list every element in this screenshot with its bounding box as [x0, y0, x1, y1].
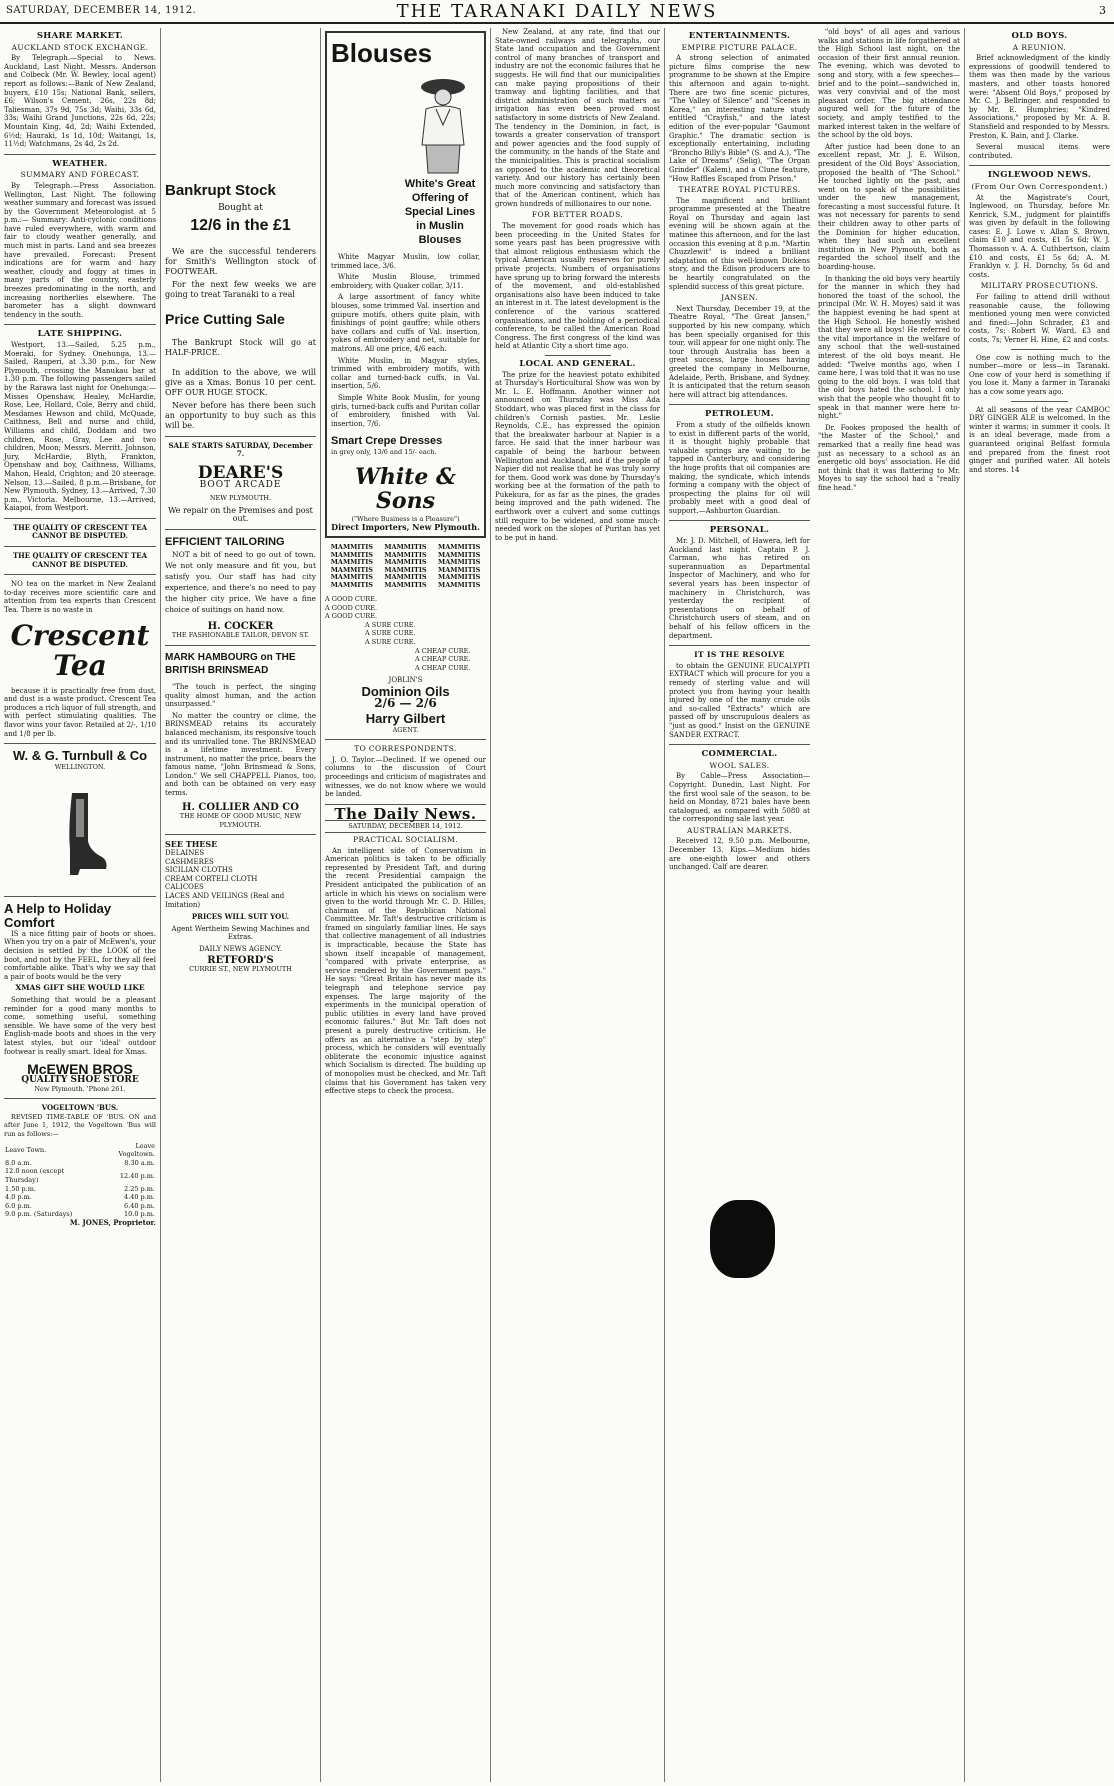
blouse-item: White Magyar Muslin, low collar, trimmed lace, 3/6. [331, 253, 480, 270]
column-5 [664, 28, 814, 1782]
column-1 [0, 28, 160, 1782]
inglewood-subheading: (From Our Own Correspondent.) [971, 181, 1108, 191]
help-text: IS a nice fitting pair of boots or shoes. When you try on a pair of McEwen's, your decision is settled by the LOOK of the boot, and not by the FEEL, for they all feel comfortable alike. That's why we say that a pair of boots would be the very [4, 929, 156, 981]
prices-suit: PRICES WILL SUIT YOU. [191, 912, 290, 922]
table-row: Leave Town. Leave Vogeltown. [5, 1141, 155, 1159]
mammitis-word: MAMMITIS [384, 565, 427, 574]
list-item: LACES AND VEILINGS (Real and Imitation) [165, 892, 285, 909]
mammitis-word: MAMMITIS [384, 543, 427, 552]
mammitis-word: MAMMITIS [330, 550, 373, 559]
personal-text: Mr. J. D. Mitchell, of Hawera, left for Auckland last night. Captain P. J. Carman, who has retired on superannuation as Departmental Inspector of Machinery, and who for several years has been inspector of machinery in Christchurch, was yesterday the recipient of presentations on behalf of Christchurch users of steam, and on behalf of his fellow officers in the department. [669, 537, 810, 640]
military-text: For failing to attend drill without reasonable cause, the following mentioned young men were convicted and fined:—John Schrader, £3 and costs, 7s; Robert W. Ward, £3 and costs, 7s; Verner H. Hine, £2 and costs. [969, 293, 1110, 344]
crescent-tagline-2: THE QUALITY OF CRESCENT TEA CANNOT BE DISPUTED. [12, 551, 148, 569]
empire-text: A strong selection of animated picture films comprise the new programme to be shown at the Empire this afternoon and again to-night. There are two fine scenic pictures, "The Valley of Silence" and "Scenes in Korea," an interesting nature study entitled "Crayfish," and the latest edition of the ever-popular "Gaumont Graphic." The dramatic section is exceptionally entertaining, including "Broncho Billy's Bible" (S. and A.), "The Lake of Dreams" (Selig), "The Organ Grinder" (Kalem), and a Clune feature, "How Raffles Escaped from Prison." [669, 54, 810, 183]
tailoring-text: NOT a bit of need to go out of town. We not only measure and fit you, but satisfy you. Our staff has had city experience, and there's no need to pay the higher city price. We have a fine choice of suitings on hand now. [165, 549, 316, 614]
cure-line: A SURE CURE. [365, 629, 416, 638]
column-2 [160, 28, 320, 1782]
collier-name: H. COLLIER AND CO [182, 801, 299, 813]
agent-text: Agent Wertheim Sewing Machines and Extras. [171, 924, 310, 942]
xmas-gift-text: Something that would be a pleasant reminder for a good many months to come, something useful, something sensible. We have some of the very best English-made boots and shoes in the very latest styles, but our 'ideal' outdoor footwear is really smart. Ideal for Xmas. [4, 995, 156, 1056]
cure-block [325, 595, 486, 672]
reunion-text: After justice had been done to an excellent repast, Mr. J. E. Wilson, president of the Old Boys' Association, proposed the health of "The School." He touched lightly on the past, and went on to speak of the possibilities under the new management, forecasting a most successful future. It was not necessary for parents to send their children away to other parts of the Dominion for higher education, when they had such an excellent institution in New Plymouth, both as regarded the school itself and the boarding-house. [818, 142, 960, 272]
shipping-text: Westport, 13.—Sailed, 5.25 p.m., Moeraki, for Sydney. Onehunga, 13.—Sailed, Rauperi, at 3.30 p.m., for New Plymouth, crossing the Manukau bar at 1.30 p.m. The following passengers sailed by the Rarawa last night for Onehunga:—Misses Openshaw, Healey, McHardie, Rose, Lee, Hollard, Cole, Berry and child, Mesdames Hewson and child, McQuade, Caithness, Bell and nurse and child, Williams and child, Doddam and two children, Rose, Gray, Lee and two children, Moon; Messrs. Merritt, Johnson, Jury, McHardie, Blyth, Frankton, Openshaw and boy, Caithness, Williams, Mahon, Heald, Crighton; and 20 steerage. Nelson, 13.—Sailed, 8 p.m.—Brisbane, for New Plymouth. Sydney, 13.—Arrived, 7.30 p.m., Victoria. Melbourne, 13.—Arrived, Kaiapoi, from Westport. [4, 341, 156, 513]
blouse-item: Simple White Book Muslin, for young girls, turned-back cuffs and Puritan collar of embroidery, finished with Val. insertion, 7/6. [331, 393, 480, 428]
list-item: DELAINES [165, 849, 205, 858]
bankrupt-bought: Bought at [218, 203, 263, 213]
masthead [0, 0, 1114, 24]
white-and-sons-subtitle: Direct Importers, New Plymouth. [331, 522, 480, 533]
brinsmead-heading: MARK HAMBOURG on THE BRITISH BRINSMEAD [165, 651, 296, 676]
cure-line: A CHEAP CURE. [415, 655, 471, 664]
cure-line: A SURE CURE. [365, 638, 416, 647]
brinsmead-quote: "The touch is perfect, the singing quality almost human, and the action unsurpassed." [165, 682, 316, 709]
entertainments-heading: ENTERTAINMENTS. [688, 31, 791, 41]
bankrupt-text: We are the successful tenderers for Smith's Wellington stock of FOOTWEAR. [165, 246, 316, 276]
socialism-heading: PRACTICAL SOCIALISM. [353, 834, 458, 844]
local-general-text: The prize for the heaviest potato exhibited at Thursday's Horticultural Show was won by Mr. L. E. Hoffmann. Another winner not announced on Thursday was Miss Ada Stoddart, who was placed first in the class for children's Cornish pasties. Mr. Leslie Reynolds, C.E., has expressed the opinion that the breakwater harbour at Napier is a farce. He said that the inner harbour was capable of being the harbour between Wellington and Auckland, and if the people of Napier did not realise that he was truly sorry for them. Good work was done by Thursday's working bee at the formation of the path to Pukekura, for as far as the pines, the grades being improved and the path widened. The earthwork over a culvert and some cuttings still require to be widened, and some much-needed work on the slopes of Puritan has yet to be put in hand. [495, 370, 660, 542]
mammitis-word: MAMMITIS [384, 580, 427, 589]
joblins-name: JOBLIN'S [388, 676, 423, 685]
reunion-subheading: A REUNION. [1012, 42, 1067, 52]
crescent-tea-logo: Crescent Tea [10, 618, 150, 682]
cocker-subtitle: THE FASHIONABLE TAILOR, DEVON ST. [171, 631, 310, 640]
mammitis-block [325, 544, 486, 589]
wool-sales-heading: WOOL SALES. [709, 760, 770, 770]
paper-date: SATURDAY, DECEMBER 14, 1912. [325, 820, 486, 833]
never-before-text: Never before has there been such an opportunity to buy such as this will be. [165, 400, 316, 430]
blouse-illustration [408, 75, 478, 175]
bus-proprietor: M. JONES, Proprietor. [69, 1218, 156, 1227]
mcewen-subtitle: QUALITY SHOE STORE [21, 1075, 139, 1086]
gilbert-name: Harry Gilbert [365, 710, 446, 726]
wool-sales-text: By Cable—Press Association—Copyright. Dunedin, Last Night. For the first wool sale of the season, to be held on Monday, 8721 bales have been catalogued, as compared with 5080 at the corresponding sale last year. [669, 772, 810, 824]
inglewood-heading: INGLEWOOD NEWS. [987, 170, 1092, 181]
boot-illustration [50, 784, 110, 884]
divider [4, 743, 156, 744]
theatre-royal-heading: THEATRE ROYAL PICTURES. [678, 185, 801, 195]
table-row: 6.0 p.m. 6.40 p.m. [5, 1201, 155, 1210]
crescent-tagline-1: THE QUALITY OF CRESCENT TEA CANNOT BE DISPUTED. [12, 522, 148, 541]
article-text: New Zealand, at any rate, find that our State-owned railways and telegraphs, our State land occupation and the Government control of many branches of transport and industry are not the economic failures that he suggests. He will find that our municipalities can make paying propositions of their tramway and lighting facilities, and that district administration of such matters as irrigation has even been proved most satisfactory in some districts of New Zealand. The tendency in the Dominion, in fact, is towards a greater conservation of transport and power agencies and the food supply of the community, in the hands of the State and the municipalities. This is practical socialism as opposed to the academic and theoretical variety. And our history has certainly been much more convincing and satisfactory than that of the American continent, which has grown hundreds of millionaires to our none. [495, 28, 660, 208]
empire-heading: EMPIRE PICTURE PALACE. [681, 42, 798, 52]
mammitis-word: MAMMITIS [438, 580, 481, 589]
divider [4, 1098, 156, 1099]
retford-name: RETFORD'S [207, 954, 274, 966]
weather-heading: WEATHER. [52, 158, 108, 169]
list-item: CALICOES [165, 883, 204, 892]
crepe-subtitle: in grey only, 13/6 and 15/- each. [331, 448, 437, 457]
reunion-text: In thanking the old boys very heartily for the manner in which they had honored the toast of the school, the principal (Mr. W. H. Moyes) said it was the happiest evening he had spent at the High School. He honestly wished that they were all boys! He referred to the vital importance in the welfare of any school that the well-sustained interest of the old boys meant. He added: "Twelve months ago, when I came here, I was told that it was no use going to the old boys. I was told that the old boys hated the school. I only wish that the people who thought fit to speak in that manner were here to-night." [818, 274, 960, 421]
divider [4, 518, 156, 519]
see-these-list [165, 849, 316, 909]
crescent-text: NO tea on the market in New Zealand to-day receives more scientific care and attention from tea experts than Crescent Tea. There is no waste in [4, 580, 156, 615]
petroleum-heading: PETROLEUM. [705, 409, 774, 420]
old-boys-text: Brief acknowledgment of the kindly expressions of goodwill tendered to them was then made by the various masters, and other toasts honored were: "Absent Old Boys," proposed by Mr. C. J. Bellringer, and responded to by Mr. E. Humphries; "Kindred Associations," proposed by Mr. A. B. Stansfield and responded to by Messrs. Preston, K. Bain, and J. Clarke. [969, 54, 1110, 140]
australian-markets-heading: AUSTRALIAN MARKETS. [687, 825, 792, 835]
deare-subtitle: BOOT ARCADE [199, 480, 282, 491]
divider [669, 645, 810, 646]
cure-line: A CHEAP CURE. [415, 646, 471, 655]
mammitis-word: MAMMITIS [384, 558, 427, 567]
divider [1011, 401, 1067, 402]
mammitis-word: MAMMITIS [384, 550, 427, 559]
divider [4, 896, 156, 897]
australian-markets-text: Received 12, 9.50 p.m. Melbourne, December 13. Kips.—Medium hides are one-eighth lower and others unchanged. Calf are dearer. [669, 837, 810, 872]
deare-place: NEW PLYMOUTH. [209, 493, 272, 502]
share-market-heading: SHARE MARKET. [36, 31, 124, 41]
divider [4, 324, 156, 325]
mcewen-place: New Plymouth. 'Phone 261. [34, 1084, 126, 1093]
share-market-subheading: AUCKLAND STOCK EXCHANGE. [11, 42, 149, 52]
mammitis-word: MAMMITIS [330, 558, 373, 567]
petroleum-text: From a study of the oilfields known to exist in different parts of the world, it is thought highly probable that valuable springs are waiting to be tapped in Canterbury, and considering the huge profits that oil companies are making, the syndicate, which intends forming a company with the object of prospecting the plains for oil will probably meet with a good deal of support.—Ashburton Guardian. [669, 420, 810, 515]
divider [165, 834, 316, 835]
reunion-text: "old boys" of all ages and various walks and stations in life forgathered at the High School last night, on the occasion of their first annual reunion. The evening, which was devoted to song and story, with a few speeches—brief and to the point—sandwiched in, was very convivial and of the most pleasant order. The big attendance augured well for the future of the society, and amply testified to the marked interest taken in the welfare of the school by the old boys. [818, 28, 960, 140]
cure-line: A GOOD CURE. [325, 603, 378, 612]
crepe-heading: Smart Crepe Dresses [331, 435, 443, 448]
price-cutting-heading: Price Cutting Sale [165, 310, 285, 327]
mammitis-word: MAMMITIS [330, 543, 373, 552]
dominion-prices: 2/6 — 2/6 [374, 696, 437, 710]
divider [4, 546, 156, 547]
reunion-text: Dr. Fookes proposed the health of "the Master of the School," and remarked that a really fine head was just as necessary to a school as an energetic old boys' association. He did not think that it was flattering to Mr. Moyes to say the school had a "really fine head." [818, 423, 960, 492]
share-market-text: By Telegraph.—Special to News. Auckland, Last Night. Messrs. Anderson and Colbeck (Mr. W. Bewley, local agent) report as follows:—Bank of New Zealand, buyers, £10 15s; National Bank, sellers, £6; Wilson's Cement, 26s, 22s 8d; Taliesman, 37s 9d, 75s 3d; Waihi, 33s 6d, 33s; Waihi Grand Junctions, 22s 6d, 22s; Mountain King, 4d, 2d; Waihi Extended, 6½d; Hauraki, 1s 1d, 10d; Waitangi, 1s, 11½d; Watchmans, 2s 4d, 2s 2d. [4, 54, 156, 149]
column-7 [964, 28, 1114, 1782]
table-row: 4.0 p.m. 4.40 p.m. [5, 1193, 155, 1202]
mammitis-word: MAMMITIS [330, 573, 373, 582]
pound-text: One cow is nothing much to the number—more or less—in Taranaki. One cow of your herd is something if you lose it. Many a farmer in Taranaki has a cow some years ago. [969, 353, 1110, 396]
bus-timetable [4, 1142, 156, 1219]
xmas-gift-heading: XMAS GIFT SHE WOULD LIKE [15, 983, 145, 993]
blouse-item: White Muslin Blouse, trimmed embroidery, with Quaker collar, 3/11. [331, 273, 480, 290]
theatre-royal-text: The magnificent and brilliant programme presented at the Theatre Royal on Thursday and again last evening will be shown again at the matinee this afternoon, and for the last occasion this evening at 8 p.m. "Martin Chuzzlewit" is indeed a brilliant adaptation of this well-known Dickens story, and the Edison producers are to be heartily congratulated on the splendid success of this great picture. [669, 196, 810, 291]
old-boys-heading: OLD BOYS. [1011, 31, 1068, 41]
resolve-text: to obtain the GENUINE EUCALYPTI EXTRACT which will procure for you a remedy of sterling value and will protect you from having your health injured by one of the many crude oils and so-called "Extracts" which are passed off by unscrupulous dealers as "just as good." Insist on the GENUINE SANDER EXTRACT. [669, 661, 810, 739]
divider [669, 744, 810, 745]
table-row: 9.0 p.m. (Saturdays) 10.0 p.m. [5, 1210, 155, 1219]
masthead-title: THE TARANAKI DAILY NEWS [396, 1, 718, 22]
mammitis-word: MAMMITIS [384, 573, 427, 582]
dominion-oils: Dominion Oils [361, 684, 450, 699]
mammitis-word: MAMMITIS [438, 573, 481, 582]
blouses-side-text: White's Great Offering of Special Lines in Muslin Blouses [404, 178, 476, 246]
cocker-name: H. COCKER [207, 620, 274, 632]
list-item: SICILIAN CLOTHS [165, 866, 233, 875]
jansen-text: Next Thursday, December 19, at the Theatre Royal, "The Great Jansen," supported by his new company, which has been specially organised for this tour, will appear for one night only. The tour through Australia has been a great success, large houses having greeted the company in Melbourne, Adelaide, Perth, Brisbane, and Sydney. It is anticipated that the return season here will attract big attendances. [669, 304, 810, 399]
divider [4, 574, 156, 575]
white-and-sons-tagline: ("Where Business is a Pleasure") [351, 514, 460, 523]
deare-repair: We repair on the Premises and post out. [168, 505, 313, 524]
turnbull-place: WELLINGTON. [54, 763, 106, 772]
list-item: CREAM CORTELI CLOTH [165, 874, 258, 883]
mammitis-word: MAMMITIS [438, 550, 481, 559]
blouse-item: White Muslin, in Magyar styles, trimmed with embroidery motifs, with collar and turned-back cuffs, in Val. insertion, 5/6. [331, 356, 480, 391]
blouse-item: A large assortment of fancy white blouses, some trimmed Val. insertion and guipure motifs, others quite plain, with finishings of point gauffre; while others have collars and cuffs of Val. insertion, yokes of embroidery and net, suitable for matrons. All one price, 4/6 each. [331, 293, 480, 353]
column-6 [814, 28, 964, 1782]
jansen-heading: JANSEN. [721, 293, 758, 303]
bus-heading: VOGELTOWN 'BUS. [41, 1103, 119, 1113]
deare-name: DEARE'S [197, 462, 284, 483]
inglewood-text: At the Magistrate's Court, Inglewood, on Thursday, before Mr. Kenrick, S.M., judgment for plaintiffs was given by default in the following cases: E. J. Lowe v. Allan S. Brown, claim £10 and costs, £1 5s 6d; W. J. Thomasson v. A. A. Cuthbertson, claim £10 and costs, £1 5s 6d; A. M. Franklyn v. J. H. Dornchy, 5s 6d and costs. [969, 193, 1110, 279]
commercial-heading: COMMERCIAL. [701, 749, 778, 760]
turnbull-name: W. & G. Turnbull & Co [12, 748, 148, 764]
socialism-text: An intelligent side of Conservatism in American politics is taken to be officially represented by President Taft, and during the recent Presidential campaign the President anticipated the publication of an article in which his views on socialism were given to the world through Mr. C. D. Hilles, chairman of the Republican National Committee. Mr. Taft's destructive criticism is framed on singularly familiar lines. He says that collective management of all industries is impracticable, because the State has shown itself incapable of management, "compared with private enterprise, as service rendered by the Government pays." He says: "Great Britain has never made its telegraph and telephone service pay expenses. The large majority of the experiments in the municipal operation of public utilities in every land have proved economic failures." But Mr. Taft does not present a purely destructive criticism. He offers as an alternative a "step by step" process, which he considers will eventually obliterate the economic injustice against which Socialism is directed. The building up of monopolies must be checked, and Mr. Taft claims that his Government has taken very effective steps to check the process. [325, 846, 486, 1096]
divider [165, 645, 316, 646]
divider [165, 529, 316, 530]
price-cutting-text: The Bankrupt Stock will go at HALF-PRICE. [165, 337, 316, 357]
weather-text: By Telegraph.—Press Association. Wellington, Last Night. The following weather summary and forecast was issued by the Government Meteorologist at 5 p.m.:— Summary: Anti-cyclonic conditions have ruled everywhere, with warm and fair to cloudy weather generally, and much mist in parts. Land and sea breezes have prevailed. Forecast: Present indications are for warm and hazy weather, cloudy and foggy at times in many parts of the country, easterly breezes predominating in the north, and increasing northerlies elsewhere. The barometer has a slight downward tendency in the south. [4, 181, 156, 319]
resolve-heading: IT IS THE RESOLVE [694, 650, 785, 660]
table-row: 1.50 p.m. 2.25 p.m. [5, 1184, 155, 1193]
mammitis-word: MAMMITIS [438, 565, 481, 574]
divider [4, 154, 156, 155]
collier-subtitle: THE HOME OF GOOD MUSIC, NEW PLYMOUTH. [179, 812, 302, 829]
divider [545, 355, 611, 356]
weather-subheading: SUMMARY AND FORECAST. [20, 170, 140, 180]
personal-heading: PERSONAL. [709, 525, 770, 536]
table-row: 12.0 noon (except Thursday) 12.40 p.m. [5, 1167, 155, 1185]
blouses-ad [325, 31, 486, 538]
masthead-date: SATURDAY, DECEMBER 14, 1912. [6, 5, 197, 16]
ink-blot [710, 1200, 775, 1278]
help-heading: A Help to Holiday Comfort [4, 900, 112, 930]
divider [165, 436, 316, 437]
blouses-heading: Blouses [331, 38, 433, 68]
retford-place: CURRIE ST., NEW PLYMOUTH [189, 965, 292, 974]
page-number: 3 [1099, 4, 1106, 17]
divider [325, 739, 486, 740]
agency-text: DAILY NEWS AGENCY. [198, 944, 283, 953]
mammitis-word: MAMMITIS [438, 543, 481, 552]
old-boys-text: Several musical items were contributed. [969, 143, 1110, 160]
xmas-bonus-text: In addition to the above, we will give as a Xmas. Bonus 10 per cent. OFF OUR HUGE STOCK. [165, 367, 316, 397]
crescent-text-2: because it is practically free from dust, and dust is a waste product. Crescent Tea produces a rich liquor of full strength, and with perfect stimulating qualities. The flavor wins your favor. Retailed at 2/-, 1/10 and 1/8 per lb. [4, 686, 156, 738]
bankrupt-text-2: For the next few weeks we are going to treat Taranaki to a real [165, 279, 316, 299]
divider [669, 404, 810, 405]
divider [1011, 349, 1067, 350]
cure-line: A CHEAP CURE. [415, 663, 471, 672]
roads-heading: FOR BETTER ROADS. [531, 210, 624, 220]
see-these-heading: SEE THESE [165, 839, 218, 850]
gilbert-subtitle: AGENT. [392, 725, 419, 734]
divider [669, 520, 810, 521]
paper-title: The Daily News. [334, 804, 477, 823]
bankrupt-price: 12/6 in the £1 [190, 216, 291, 234]
table-row: 8.0 a.m. 8.30 a.m. [5, 1158, 155, 1167]
tailoring-heading: EFFICIENT TAILORING [165, 535, 285, 548]
military-heading: MILITARY PROSECUTIONS. [980, 281, 1099, 291]
shipping-heading: LATE SHIPPING. [37, 329, 123, 340]
roads-text: The movement for good roads which has been proceeding in the United States for some years past has been progressive with that almost religious enthusiasm which the typical American usually reserves for purely private projects. Numbers of organisations have sprung up to bring forward the interests of the movement, and old-established organisations also have been induced to take an interest in it. The latest development is the conference of the various scattered organisations, and the holding of a periodical conference, to be called the American Road Congress. The first congress of the kind was held at Atlantic City a short time ago. [495, 222, 660, 351]
divider [969, 165, 1110, 166]
brinsmead-text: No matter the country or clime, the BRINSMEAD retains its accurately balanced mechanism, its responsive touch and its unrivalled tone. The BRINSMEAD is a lifetime investment. Every instrument, no matter the price, bears the famous name, "John Brinsmead & Sons, London." We sell CHAPPELL Pianos, too, and both can be obtained on very easy terms. [165, 711, 316, 798]
mcewen-name: McEWEN BROS [27, 1061, 133, 1078]
mammitis-word: MAMMITIS [438, 558, 481, 567]
cure-line: A GOOD CURE. [325, 595, 378, 604]
camboc-ad: At all seasons of the year CAMBOC DRY GINGER ALE is welcomed. In the winter it warms; in summer it cools. It is an ideal beverage, made from a guaranteed original Belfast formula and prepared from the finest root ginger and purified water. All hotels and stores. 14 [969, 405, 1110, 474]
bus-subheading: REVISED TIME-TABLE OF 'BUS. ON and after June 1, 1912, the Vogeltown 'Bus will run as follows:— [4, 1112, 156, 1139]
list-item: CASHMERES [165, 857, 214, 866]
correspondents-text: J. O. Taylor.—Declined. If we opened our columns to the discussion of Court proceedings and criticism of magistrates and witnesses, we do not know where we would be landed. [325, 755, 486, 799]
column-4 [490, 28, 664, 1782]
column-3 [320, 28, 490, 1782]
correspondents-heading: TO CORRESPONDENTS. [354, 744, 457, 754]
white-and-sons-logo: White & Sons [355, 463, 456, 514]
cure-line: A SURE CURE. [365, 620, 416, 629]
local-general-heading: LOCAL AND GENERAL. [519, 358, 636, 369]
bankrupt-heading: Bankrupt Stock [165, 182, 276, 199]
mammitis-word: MAMMITIS [330, 565, 373, 574]
mammitis-word: MAMMITIS [330, 580, 373, 589]
cure-line: A GOOD CURE. [325, 612, 378, 621]
sale-starts: SALE STARTS SATURDAY, December 7. [168, 440, 313, 459]
